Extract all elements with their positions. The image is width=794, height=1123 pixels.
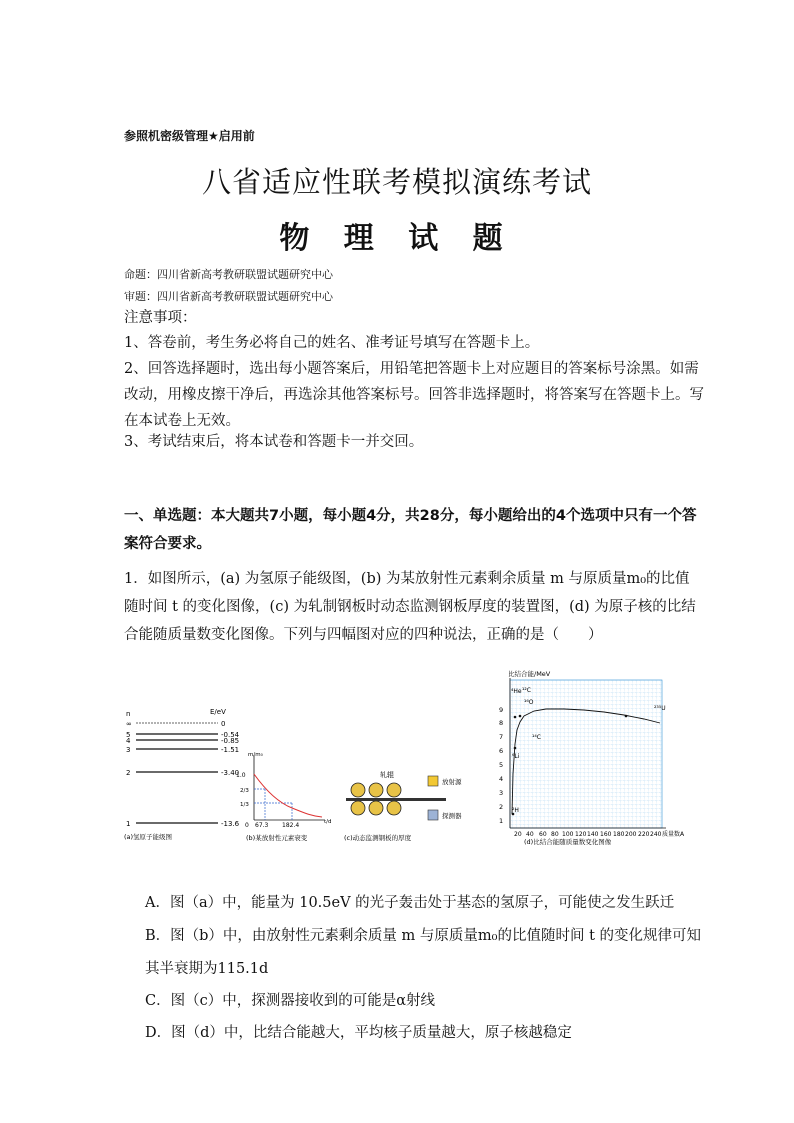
notice-item-3: 3、考试结束后，将本试卷和答题卡一并交回。: [124, 434, 424, 450]
notice-item-2: 2、回答选择题时，选出每小题答案后，用铅笔把答题卡上对应题目的答案标号涂黑。如需改动，用橡皮擦干净后，再选涂其他答案标号。回答非选择题时，将答案写在答题卡上。写在本试卷上无效。: [124, 361, 704, 429]
fig-b-xtick: 67.3: [255, 822, 269, 829]
fig-d-nuclide: ⁶Li: [512, 753, 520, 760]
fig-d-xtick: 120: [575, 831, 587, 838]
confidential-label: 参照机密级管理★启用前: [124, 129, 255, 143]
figure-d-binding-energy: [484, 664, 694, 846]
fig-d-xtick: 240: [650, 831, 662, 838]
fig-a-e-label: E/eV: [210, 708, 226, 716]
fig-d-ytick: 2: [499, 803, 504, 811]
fig-d-xtick: 20: [514, 831, 522, 838]
fig-c-roller-label: 轧辊: [380, 771, 394, 779]
option-a: A．图（a）中，能量为 10.5eV 的光子轰击处于基态的氢原子，可能使之发生跃迁: [145, 895, 675, 911]
fig-a-level-e: -13.6: [221, 820, 240, 828]
figure-a-energy-levels: [118, 700, 248, 850]
fig-d-xlabel: 质量数A: [662, 831, 685, 838]
fig-d-ytick: 9: [499, 706, 504, 714]
fig-a-level-n: 4: [126, 737, 131, 745]
fig-a-level-n: 5: [126, 731, 131, 739]
fig-d-xtick: 100: [562, 831, 574, 838]
fig-d-ytick: 4: [499, 775, 504, 783]
fig-b-ytick: 0: [245, 822, 249, 829]
fig-d-ytick: 1: [499, 817, 504, 825]
fig-a-level-n: ∞: [126, 720, 132, 728]
fig-d-xtick: 160: [600, 831, 612, 838]
question-1-stem: 1．如图所示，(a) 为氢原子能级图，(b) 为某放射性元素剩余质量 m 与原质量m₀的比值随时间 t 的变化图像，(c) 为轧制钢板时动态监测钢板厚度的装置图，(d) 为原子核的比结合能随质量数变化图像。下列与四幅图对应的四种说法，正确的是（ ）: [124, 571, 696, 643]
notice-item-1: 1、答卷前，考生务必将自己的姓名、准考证号填写在答题卡上。: [124, 335, 540, 351]
fig-a-level-e: -0.54: [221, 731, 240, 739]
option-c: C．图（c）中，探测器接收到的可能是α射线: [145, 993, 436, 1009]
fig-b-ytick: 1.0: [236, 772, 246, 779]
fig-a-n-label: n: [126, 710, 131, 718]
fig-d-ylabel: 比结合能/MeV: [508, 670, 551, 678]
option-d: D．图（d）中，比结合能越大，平均核子质量越大，原子核越稳定: [145, 1025, 572, 1041]
fig-d-xtick: 140: [587, 831, 599, 838]
fig-d-nuclide: ¹⁴C: [532, 734, 541, 741]
fig-b-ytick: 2/3: [240, 788, 249, 794]
figure-c-thickness-monitor: [340, 768, 470, 848]
fig-c-detector-label: 探测器: [442, 812, 462, 820]
fig-d-xtick: 180: [613, 831, 625, 838]
exam-title: 八省适应性联考模拟演练考试: [201, 165, 592, 199]
fig-a-level-n: 3: [126, 746, 131, 754]
fig-b-ytick: 1/3: [240, 802, 249, 808]
fig-b-caption: (b)某放射性元素衰变: [246, 834, 308, 842]
option-b: B．图（b）中，由放射性元素剩余质量 m 与原质量m₀的比值随时间 t 的变化规律可知其半衰期为115.1d: [145, 928, 702, 977]
author-line: 命题：四川省新高考教研联盟试题研究中心: [124, 268, 333, 281]
notice-heading: 注意事项：: [124, 310, 197, 326]
fig-d-ytick: 5: [499, 761, 504, 769]
fig-d-ytick: 8: [499, 719, 504, 727]
fig-a-level-e: -1.51: [221, 746, 240, 754]
fig-d-ytick: 7: [499, 733, 504, 741]
fig-a-level-n: 2: [126, 769, 131, 777]
fig-a-level-n: 1: [126, 820, 131, 828]
fig-d-xtick: 80: [551, 831, 559, 838]
fig-d-nuclide: ¹⁶O: [524, 699, 534, 706]
fig-d-xtick: 60: [539, 831, 547, 838]
fig-b-ylabel: m/m₀: [248, 752, 263, 758]
subject-title: 物 理 试 题: [279, 221, 515, 256]
fig-a-caption: (a)氢原子能级图: [124, 833, 173, 841]
fig-c-source-label: 放射源: [442, 778, 462, 786]
fig-a-level-e: -3.40: [221, 769, 240, 777]
fig-d-nuclide: ²³⁵U: [654, 705, 666, 712]
fig-d-ytick: 3: [499, 789, 504, 797]
fig-a-level-e: -0.85: [221, 737, 240, 745]
fig-d-nuclide: ¹²C: [522, 687, 531, 694]
fig-d-nuclide: ⁴He: [511, 688, 522, 695]
section-heading: 一、单选题：本大题共7小题，每小题4分，共28分，每小题给出的4个选项中只有一个答案符合要求。: [124, 508, 697, 552]
fig-b-xtick: 182.4: [282, 822, 300, 829]
fig-c-caption: (c)动态监测钢板的厚度: [344, 834, 412, 842]
figure-b-decay-curve: [232, 750, 342, 845]
fig-a-level-e: 0: [221, 720, 226, 728]
fig-d-xtick: 220: [638, 831, 650, 838]
fig-d-xtick: 40: [526, 831, 534, 838]
reviewer-line: 审题：四川省新高考教研联盟试题研究中心: [124, 290, 333, 303]
fig-b-xlabel: t/d: [324, 819, 332, 825]
fig-d-caption: (d)比结合能随质量数变化图像: [524, 838, 612, 846]
fig-d-xtick: 200: [625, 831, 637, 838]
fig-d-nuclide: ²H: [512, 807, 519, 814]
fig-d-ytick: 6: [499, 747, 504, 755]
